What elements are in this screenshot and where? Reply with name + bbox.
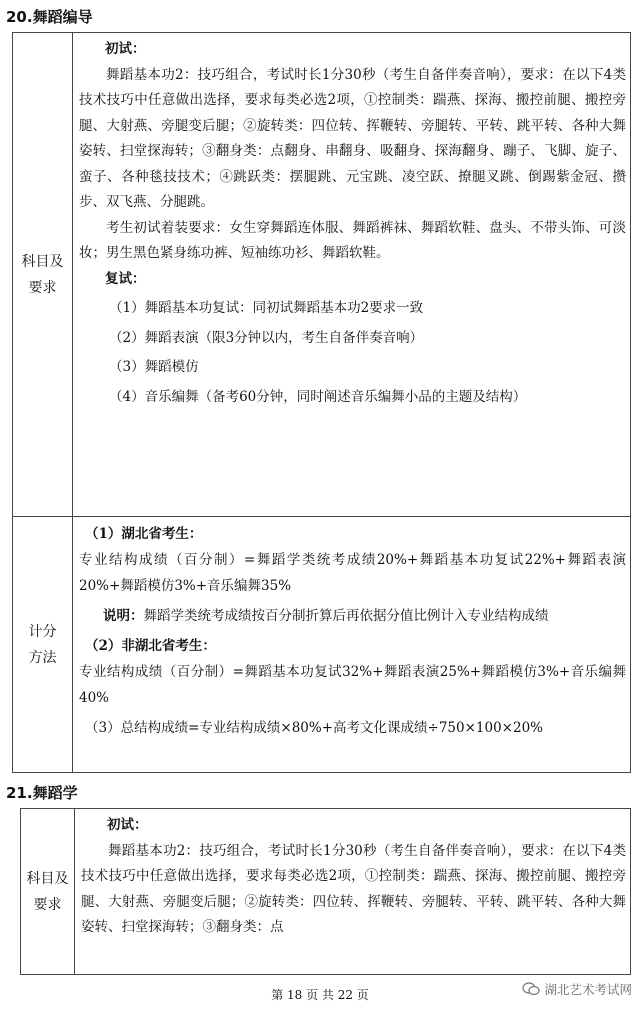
section-21-table <box>20 808 631 975</box>
row-label-line: 要求 <box>33 896 62 913</box>
row-content <box>75 809 631 975</box>
preliminary-text: 舞蹈基本功2：技巧组合，考试时长1分30秒（考生自备伴奏音响），要求：在以下4类技术技巧中任意做出选择，要求每类必选2项，①控制类：踹燕、探海、搬控前腿、搬控旁腿、大射燕、旁腿变后腿；②旋转类：四位转、挥鞭转、旁腿转、平转、跳平转、各种大舞姿转、扫堂探海转；③翻身类：点 <box>81 842 626 935</box>
table-row <box>13 33 631 517</box>
dress-text: 考生初试着装要求：女生穿舞蹈连体服、舞蹈裤袜、舞蹈软鞋、盘头、不带头饰、可淡妆；男生黑色紧身练功裤、短袖练功衫、舞蹈软鞋。 <box>79 219 626 261</box>
row-content <box>73 517 631 773</box>
row-label <box>13 517 73 773</box>
row-label-line: 科目及 <box>21 253 64 270</box>
non-hubei-heading: （2）非湖北省考生： <box>85 638 216 654</box>
preliminary-heading: 初试： <box>107 817 148 833</box>
row-label-line: 要求 <box>28 279 57 296</box>
row-content <box>73 33 631 517</box>
row-label-line: 计分 <box>28 623 57 640</box>
section-20-table <box>12 32 631 773</box>
retest-item: （4）音乐编舞（备考60分钟，同时阐述音乐编舞小品的主题及结构） <box>109 388 527 405</box>
retest-heading: 复试： <box>105 270 146 287</box>
preliminary-text: 舞蹈基本功2：技巧组合，考试时长1分30秒（考生自备伴奏音响），要求：在以下4类技术技巧中任意做出选择，要求每类必选2项，①控制类：踹燕、探海、搬控前腿、搬控旁腿、大射燕、旁腿变后腿；②旋转类：四位转、挥鞭转、旁腿转、平转、跳平转、各种大舞姿转、扫堂探海转；③翻身类：点翻身、串翻身、吸翻身、探海翻身、蹦子、飞脚、旋子、蛮子、各种毯技技术；④跳跃类：摆腿跳、元宝跳、凌空跃、撩腿叉跳、倒踢紫金冠、攒步、双飞燕、分腿跳。 <box>79 66 626 210</box>
table-row <box>21 809 631 975</box>
retest-item: （2）舞蹈表演（限3分钟以内，考生自备伴奏音响） <box>109 329 424 346</box>
watermark <box>522 980 632 998</box>
note-text: 舞蹈学类统考成绩按百分制折算后再依据分值比例计入专业结构成绩 <box>143 608 549 624</box>
retest-item: （1）舞蹈基本功复试：同初试舞蹈基本功2要求一致 <box>109 300 424 316</box>
page-footer: 第 18 页 共 22 页 <box>271 988 369 1002</box>
total-formula: （3）总结构成绩=专业结构成绩×80%+高考文化课成绩÷750×100×20% <box>85 720 544 736</box>
preliminary-heading: 初试： <box>105 41 146 57</box>
row-label <box>13 33 73 517</box>
hubei-formula: 专业结构成绩（百分制）=舞蹈学类统考成绩20%+舞蹈基本功复试22%+舞蹈表演20%+舞蹈模仿3%+音乐编舞35% <box>79 552 626 594</box>
non-hubei-formula: 专业结构成绩（百分制）=舞蹈基本功复试32%+舞蹈表演25%+舞蹈模仿3%+音乐编舞40% <box>79 664 626 706</box>
wechat-icon <box>522 982 540 996</box>
retest-item: （3）舞蹈模仿 <box>109 359 199 375</box>
section-title: 20.舞蹈编导 <box>6 8 93 26</box>
note <box>79 603 626 629</box>
row-label-line: 科目及 <box>26 870 69 887</box>
row-label <box>21 809 75 975</box>
note-label: 说明： <box>103 608 144 624</box>
watermark-text: 湖北艺术考试网 <box>544 982 632 997</box>
table-row <box>13 517 631 773</box>
section-title: 21.舞蹈学 <box>6 784 78 802</box>
hubei-heading: （1）湖北省考生： <box>85 526 203 542</box>
row-label-line: 方法 <box>28 649 57 666</box>
